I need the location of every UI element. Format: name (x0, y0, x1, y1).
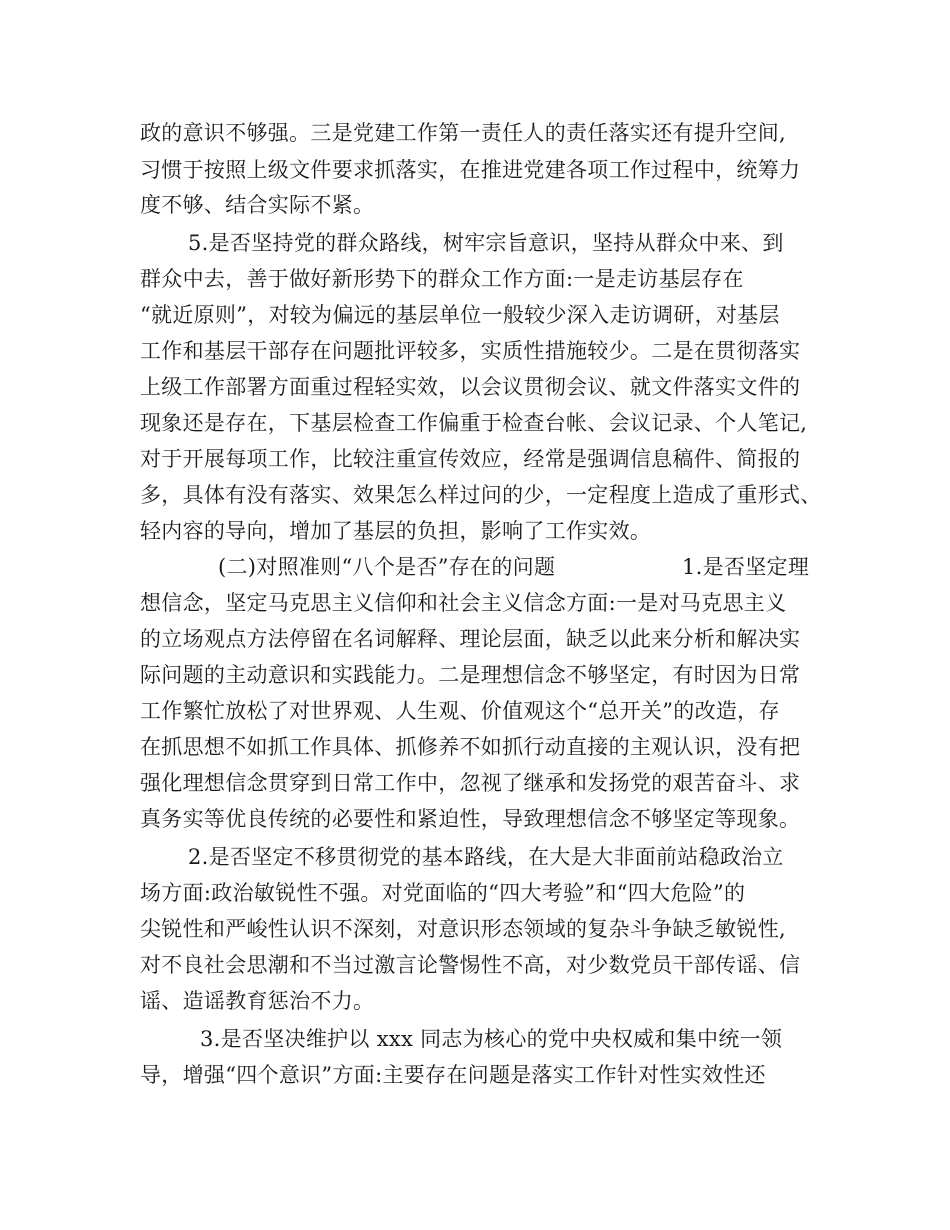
text-line: 3.是否坚决维护以 xxx 同志为核心的党中央权威和集中统一领 (200, 1027, 783, 1051)
text-line: 想信念，坚定马克思主义信仰和社会主义信念方面:一是对马克思主义 (140, 591, 787, 615)
text-line: 政的意识不够强。三是党建工作第一责任人的责任落实还有提升空间, (140, 121, 786, 145)
text-line: 真务实等优良传统的必要性和紧迫性，导致理想信念不够坚定等现象。 (140, 807, 801, 831)
text-line: 对于开展每项工作，比较注重宣传效应，经常是强调信息稿件、简报的 (140, 447, 801, 471)
text-line: 工作和基层干部存在问题批评较多，实质性措施较少。二是在贯彻落实 (140, 339, 801, 363)
text-line: 现象还是存在，下基层检查工作偏重于检查台帐、会议记录、个人笔记, (140, 411, 808, 435)
text-line: 群众中去，善于做好新形势下的群众工作方面:一是走访基层存在 (140, 267, 744, 291)
section-heading: (二)对照准则“八个是否”存在的问题 (218, 555, 556, 579)
text-line: 强化理想信念贯穿到日常工作中，忽视了继承和发扬党的艰苦奋斗、求 (140, 771, 801, 795)
text-line: 际问题的主动意识和实践能力。二是理想信念不够坚定，有时因为日常 (140, 663, 801, 687)
text-line: 导，增强“四个意识”方面:主要存在问题是落实工作针对性实效性还 (140, 1063, 766, 1087)
text-line: 场方面:政治敏锐性不强。对党面临的“四大考验”和“四大危险”的 (140, 881, 746, 905)
text-line: 轻内容的导向，增加了基层的负担，影响了工作实效。 (140, 519, 652, 543)
text-line: “就近原则”，对较为偏远的基层单位一般较少深入走访调研，对基层 (140, 303, 780, 327)
text-line: 1.是否坚定理 (682, 555, 810, 579)
text-line: 的立场观点方法停留在名词解释、理论层面，缺乏以此来分析和解决实 (140, 627, 801, 651)
text-line: 在抓思想不如抓工作具体、抓修养不如抓行动直接的主观认识，没有把 (140, 735, 801, 759)
text-line: 工作繁忙放松了对世界观、人生观、价值观这个“总开关”的改造，存 (140, 699, 780, 723)
text-line: 上级工作部署方面重过程轻实效，以会议贯彻会议、就文件落实文件的 (140, 375, 801, 399)
text-line: 2.是否坚定不移贯彻党的基本路线，在大是大非面前站稳政治立 (188, 845, 784, 869)
text-line: 度不够、结合实际不紧。 (140, 193, 375, 217)
text-line: 谣、造谣教育惩治不力。 (140, 989, 375, 1013)
text-line: 尖锐性和严峻性认识不深刻，对意识形态领域的复杂斗争缺乏敏锐性, (140, 917, 786, 941)
text-line: 多，具体有没有落实、效果怎么样过问的少，一定程度上造成了重形式、 (140, 483, 822, 507)
text-line: 5.是否坚持党的群众路线，树牢宗旨意识，坚持从群众中来、到 (188, 231, 784, 255)
text-line: 对不良社会思潮和不当过激言论警惕性不高，对少数党员干部传谣、信 (140, 953, 801, 977)
text-line: 习惯于按照上级文件要求抓落实，在推进党建各项工作过程中，统筹力 (140, 158, 801, 182)
